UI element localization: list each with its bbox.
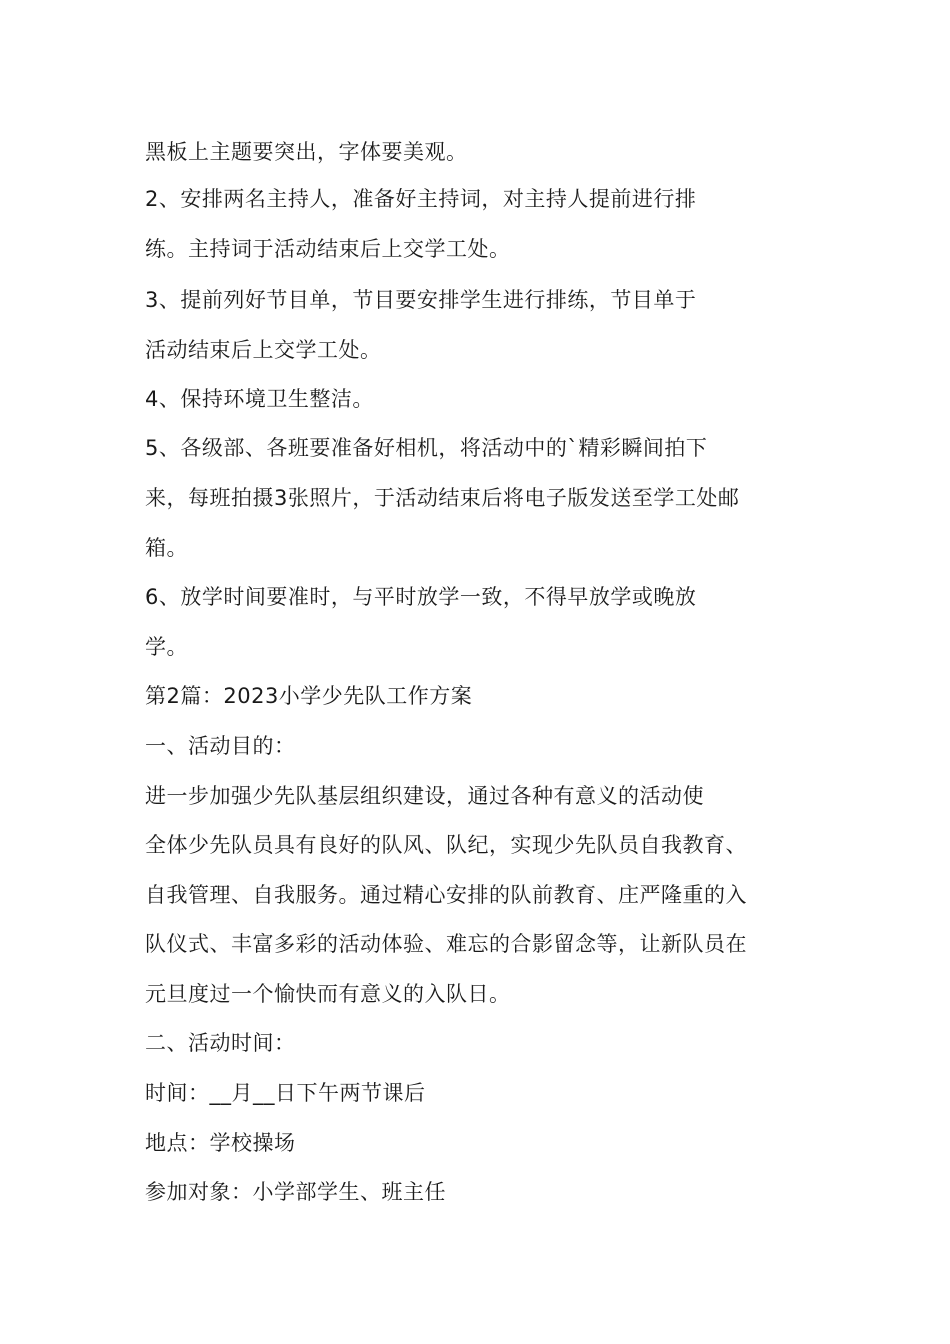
- text-line-8: 来，每班拍摄3张照片，于活动结束后将电子版发送至学工处邮: [145, 486, 740, 510]
- text-line-participants: 参加对象：小学部学生、班主任: [145, 1180, 446, 1204]
- text-line-5: 活动结束后上交学工处。: [145, 338, 382, 362]
- text-line-18: 元旦度过一个愉快而有意义的入队日。: [145, 982, 511, 1006]
- text-line-10: 6、放学时间要准时，与平时放学一致，不得早放学或晚放: [145, 585, 697, 609]
- text-line-15: 全体少先队员具有良好的队风、队纪，实现少先队员自我教育、: [145, 833, 747, 857]
- text-line-1: 黑板上主题要突出，字体要美观。: [145, 140, 468, 164]
- text-line-time: 时间：__月__日下午两节课后: [145, 1081, 426, 1105]
- text-line-2: 2、安排两名主持人，准备好主持词，对主持人提前进行排: [145, 187, 697, 211]
- text-line-11: 学。: [145, 635, 188, 659]
- heading-activity-purpose: 一、活动目的：: [145, 734, 296, 758]
- section-title: 第2篇：2023小学少先队工作方案: [145, 684, 473, 708]
- text-line-17: 队仪式、丰富多彩的活动体验、难忘的合影留念等，让新队员在: [145, 932, 747, 956]
- text-line-location: 地点：学校操场: [145, 1131, 296, 1155]
- text-line-9: 箱。: [145, 536, 188, 560]
- text-line-3: 练。主持词于活动结束后上交学工处。: [145, 237, 511, 261]
- heading-activity-time: 二、活动时间：: [145, 1031, 296, 1055]
- text-line-14: 进一步加强少先队基层组织建设，通过各种有意义的活动使: [145, 784, 704, 808]
- text-line-6: 4、保持环境卫生整洁。: [145, 387, 374, 411]
- text-line-7: 5、各级部、各班要准备好相机，将活动中的`精彩瞬间拍下: [145, 436, 708, 460]
- text-line-4: 3、提前列好节目单，节目要安排学生进行排练，节目单于: [145, 288, 697, 312]
- text-line-16: 自我管理、自我服务。通过精心安排的队前教育、庄严隆重的入: [145, 883, 747, 907]
